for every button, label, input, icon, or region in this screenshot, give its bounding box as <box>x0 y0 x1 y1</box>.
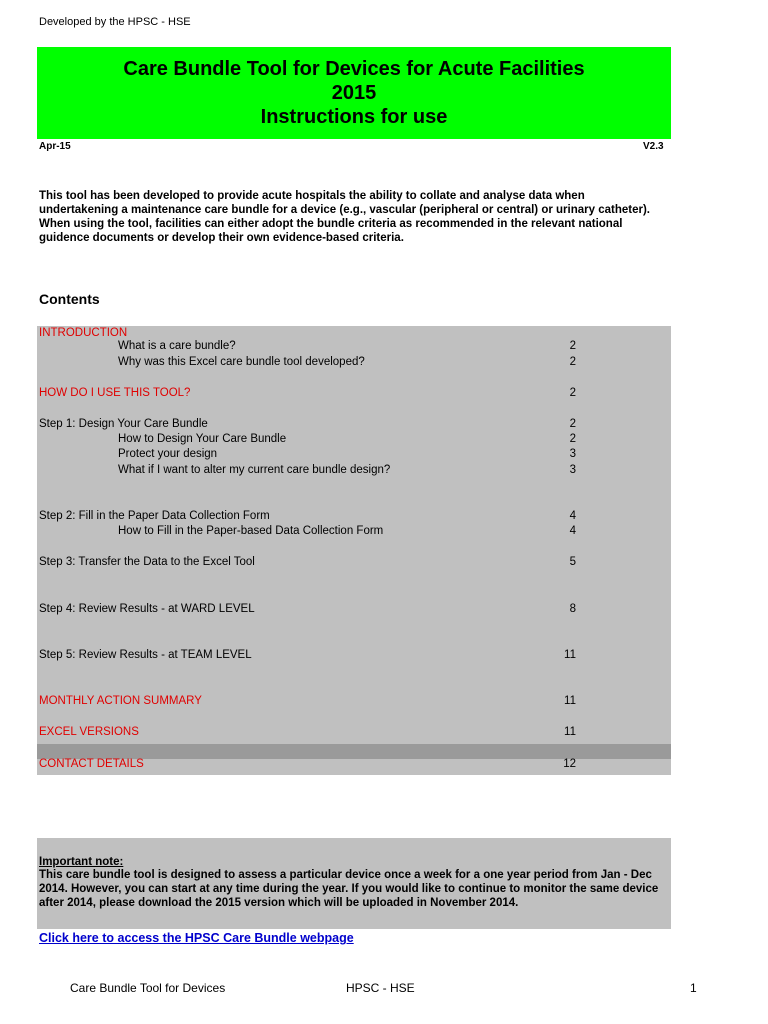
developed-by-label: Developed by the HPSC - HSE <box>39 16 191 28</box>
toc-page: 11 <box>564 695 576 707</box>
footer-left: Care Bundle Tool for Devices <box>70 981 226 995</box>
toc-page: 3 <box>569 464 576 476</box>
toc-row-why-tool-developed[interactable] <box>37 355 671 370</box>
toc-row-how-to-design[interactable] <box>37 432 671 447</box>
toc-row-step-4[interactable] <box>37 602 671 617</box>
toc-page: 2 <box>569 340 576 352</box>
toc-page: 12 <box>563 758 576 770</box>
important-note-body: This care bundle tool is designed to assess a particular device once a week for a one year period from Jan - Dec 2014. However, you can start at any time during the year. If you would like to continue to monitor the same device after 2014, please download the 2015 version which will be uploaded in November 2014. <box>39 869 659 909</box>
toc-page: 2 <box>569 387 576 399</box>
toc-row-contact-details[interactable] <box>37 757 671 772</box>
toc-row-how-do-i-use[interactable] <box>37 386 671 401</box>
toc-page: 2 <box>569 418 576 430</box>
toc-page: 8 <box>569 603 576 615</box>
toc-label: CONTACT DETAILS <box>39 758 144 770</box>
title-line-1: Care Bundle Tool for Devices for Acute Facilities <box>123 58 585 80</box>
toc-row-protect-design[interactable] <box>37 447 671 462</box>
toc-label: HOW DO I USE THIS TOOL? <box>39 387 191 399</box>
toc-label: Step 3: Transfer the Data to the Excel Tool <box>39 556 255 568</box>
toc-row-step-1[interactable] <box>37 417 671 432</box>
title-line-2: 2015 <box>331 82 377 104</box>
toc-row-step-3[interactable] <box>37 555 671 570</box>
toc-label: How to Design Your Care Bundle <box>118 433 287 445</box>
toc-page: 11 <box>564 726 576 738</box>
toc-page: 4 <box>569 525 576 537</box>
toc-page: 2 <box>569 433 576 445</box>
important-note-box <box>37 838 671 929</box>
toc-row-step-5[interactable] <box>37 648 671 663</box>
toc-label: MONTHLY ACTION SUMMARY <box>39 695 202 707</box>
toc-page: 5 <box>569 556 576 568</box>
toc-page: 2 <box>569 356 576 368</box>
toc-label: Why was this Excel care bundle tool developed? <box>118 356 365 368</box>
toc-row-alter-design[interactable] <box>37 463 671 478</box>
footer-center: HPSC - HSE <box>346 981 415 995</box>
toc-label: Step 2: Fill in the Paper Data Collection Form <box>39 510 270 522</box>
toc-page: 11 <box>564 649 576 661</box>
important-note-title: Important note: <box>39 856 124 868</box>
toc-label: How to Fill in the Paper-based Data Collection Form <box>118 525 384 537</box>
contents-heading: Contents <box>39 291 100 307</box>
toc-label: Step 5: Review Results - at TEAM LEVEL <box>39 649 252 661</box>
toc-label: INTRODUCTION <box>39 327 128 339</box>
footer-page-number: 1 <box>690 981 697 995</box>
toc-label: Protect your design <box>118 448 218 460</box>
version-label: V2.3 <box>643 141 664 152</box>
toc-row-how-to-fill-form[interactable] <box>37 524 671 539</box>
intro-paragraph: This tool has been developed to provide acute hospitals the ability to collate and analyse data when undertakening a maintenance care bundle for a device (e.g., vascular (peripheral or central) or urinary catheter). When using the tool, facilities can either adopt the bundle criteria as recommended in the relevant national guidence documents or develop their own evidence-based criteria. <box>39 190 650 244</box>
toc-label: What is a care bundle? <box>118 340 236 352</box>
toc-row-what-is-care-bundle[interactable] <box>37 339 671 354</box>
toc-label: What if I want to alter my current care bundle design? <box>118 464 391 476</box>
toc-label: Step 4: Review Results - at WARD LEVEL <box>39 603 255 615</box>
table-of-contents <box>37 326 671 775</box>
date-label: Apr-15 <box>39 141 71 152</box>
toc-row-monthly-action-summary[interactable] <box>37 694 671 709</box>
title-banner <box>37 47 671 139</box>
toc-label: Step 1: Design Your Care Bundle <box>39 418 208 430</box>
toc-row-excel-versions[interactable] <box>37 725 671 740</box>
title-line-3: Instructions for use <box>260 106 448 128</box>
toc-page: 4 <box>569 510 576 522</box>
toc-row-step-2[interactable] <box>37 509 671 524</box>
hpsc-webpage-link[interactable]: Click here to access the HPSC Care Bundle webpage <box>39 931 354 945</box>
toc-label: EXCEL VERSIONS <box>39 726 139 738</box>
toc-page: 3 <box>569 448 576 460</box>
